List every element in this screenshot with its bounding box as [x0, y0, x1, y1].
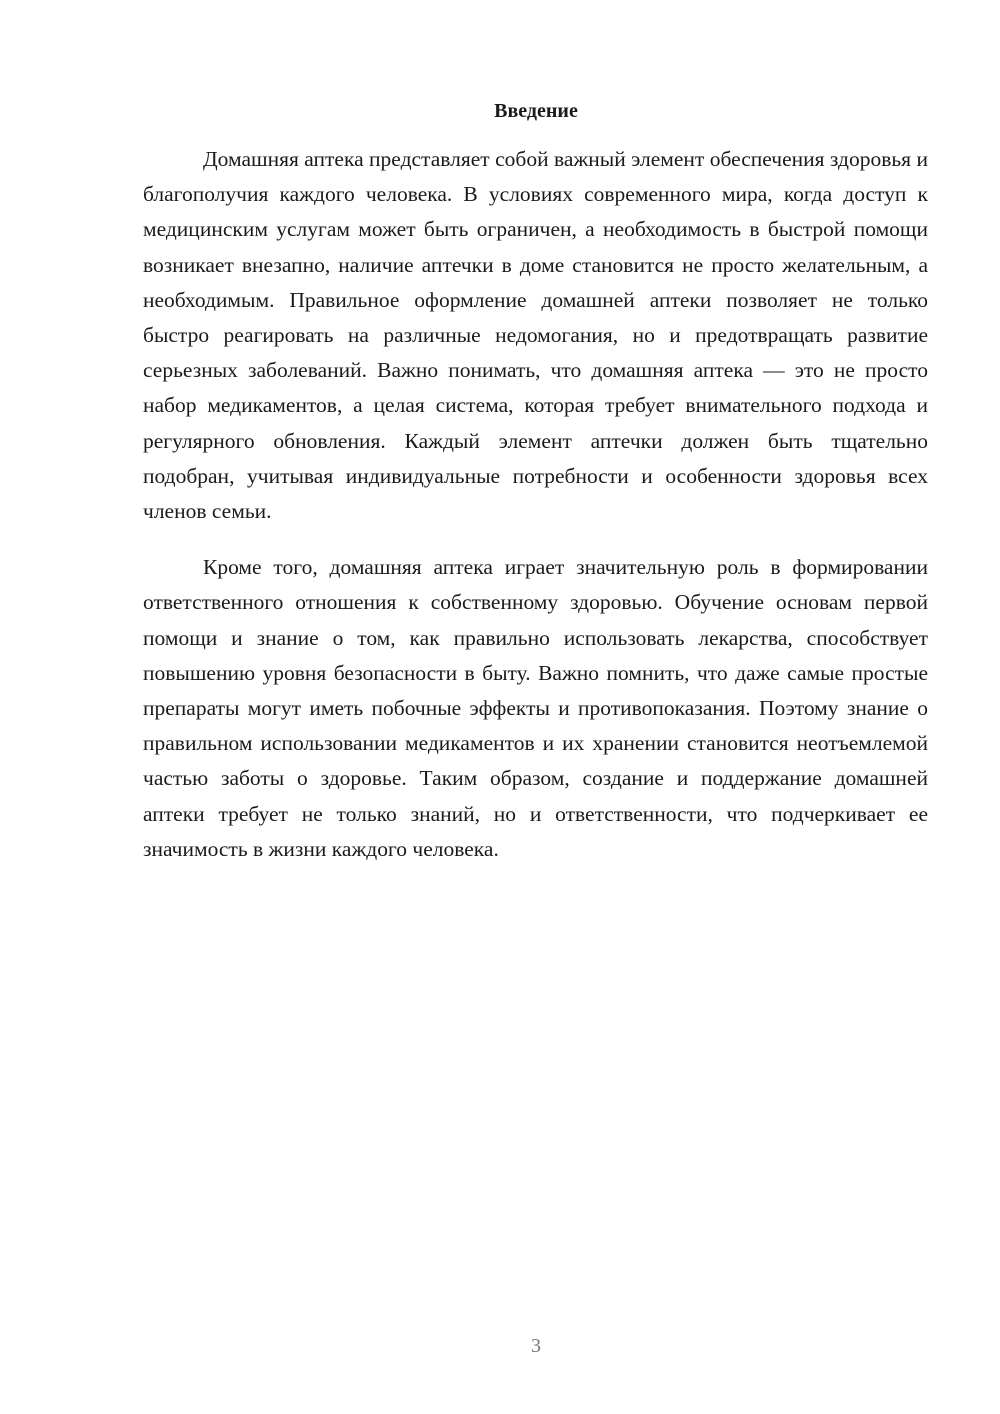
- paragraph-2: Кроме того, домашняя аптека играет значительную роль в формировании ответственного отношения к собственному здоровью. Обучение основам первой помощи и знание о том, как правильно использовать лекарства, способствует повышению уровня безопасности в быту. Важно помнить, что даже самые простые препараты могут иметь побочные эффекты и противопоказания. Поэтому знание о правильном использовании медикаментов и их хранении становится неотъемлемой частью заботы о здоровье. Таким образом, создание и поддержание домашней аптеки требует не только знаний, но и ответственности, что подчеркивает ее значимость в жизни каждого человека.: [143, 555, 928, 861]
- body-text: [143, 142, 928, 867]
- page-number: 3: [531, 1335, 541, 1357]
- section-title: Введение: [494, 100, 578, 122]
- paragraph-1: Домашняя аптека представляет собой важный элемент обеспечения здоровья и благополучия каждого человека. В условиях современного мира, когда доступ к медицинским услугам может быть ограничен, а необходимость в быстрой помощи возникает внезапно, наличие аптечки в доме становится не просто желательным, а необходимым. Правильное оформление домашней аптеки позволяет не только быстро реагировать на различные недомогания, но и предотвращать развитие серьезных заболеваний. Важно понимать, что домашняя аптека — это не просто набор медикаментов, а целая система, которая требует внимательного подхода и регулярного обновления. Каждый элемент аптечки должен быть тщательно подобран, учитывая индивидуальные потребности и особенности здоровья всех членов семьи.: [143, 147, 928, 524]
